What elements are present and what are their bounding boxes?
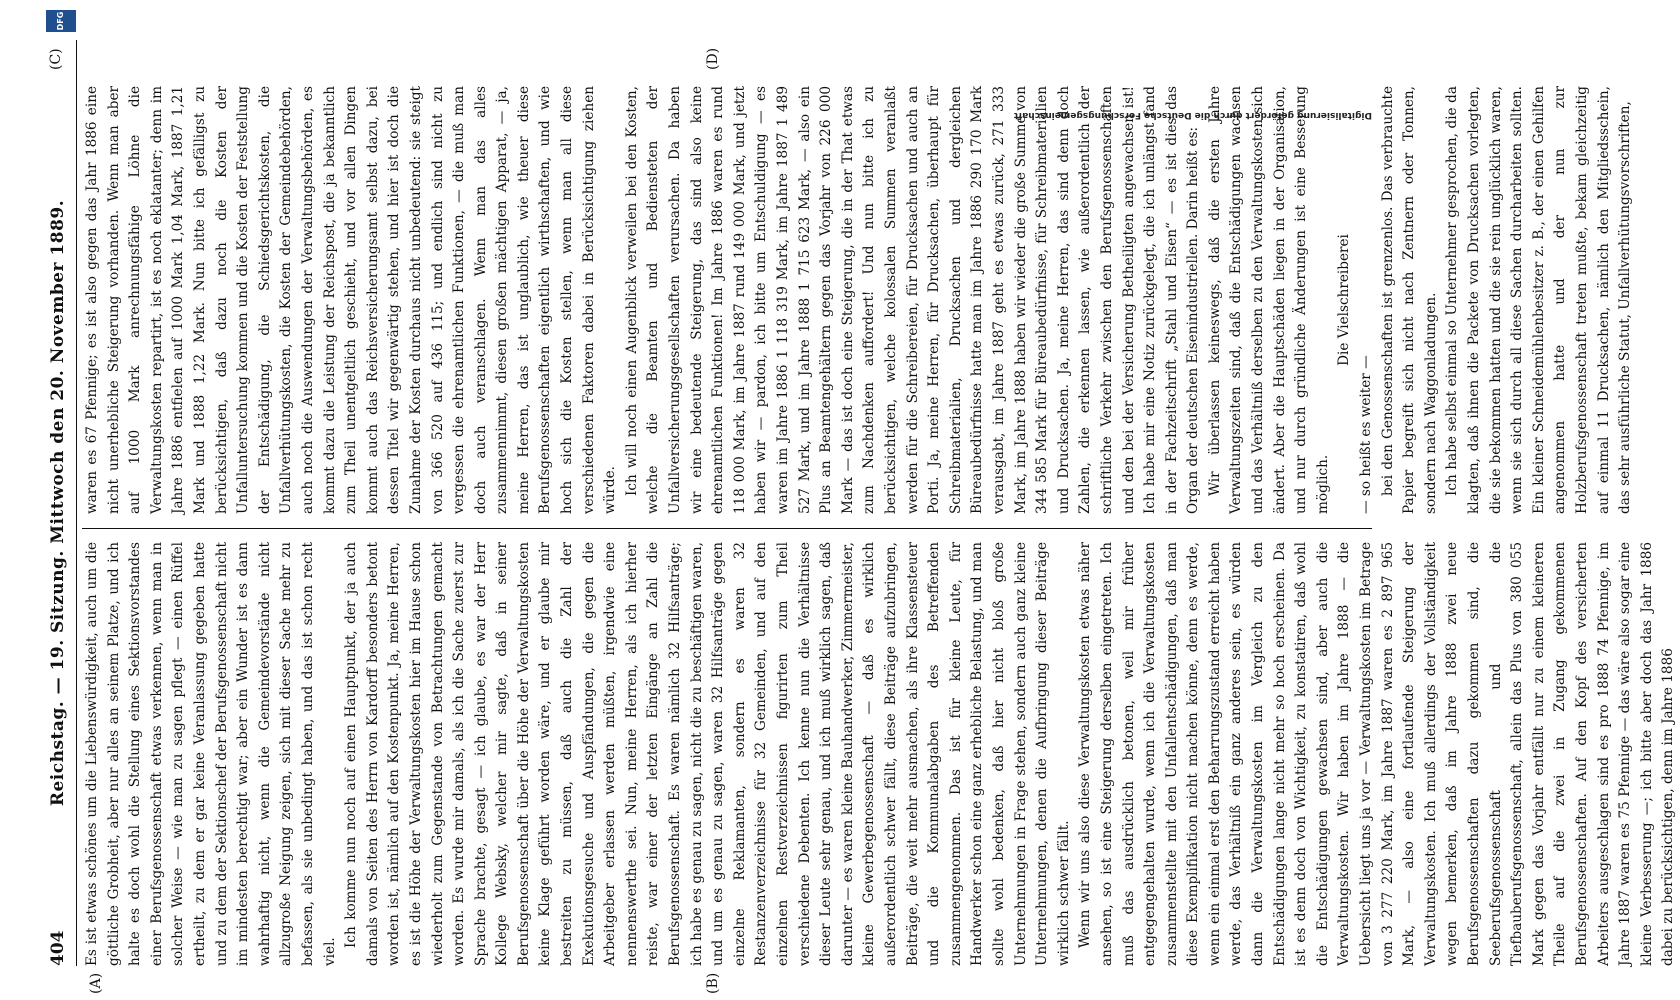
header-rule: [76, 40, 77, 966]
quote-paragraph: bei den Genossenschaften ist grenzenlos. Das verbrauchte Papier begreift sich nicht nach Zentnern oder Tonnen, sondern nach Waggonladungen.: [1379, 86, 1439, 514]
column-divider: [82, 528, 1372, 529]
margin-mark-a: (A): [88, 972, 104, 994]
dfg-logo: DFG: [46, 10, 76, 32]
paragraph: Wenn wir uns also diese Verwaltungskosten etwas näher ansehen, so ist eine Steigerung derselben eingetreten. Ich muß das ausdrücklich betonen, weil mir früher entgegengehalten wurde, wenn ich die Verwaltungskosten zusammenstellte mit den Unfallentschädigungen, daß man diese Exemplifikation nicht machen könne, denn es werde, wenn ein einmal erst den Beharrungszustand erreicht haben werde, das Verhältniß ein ganz anderes sein, es würden dann die Verwaltungskosten im Vergleich zu den Entschädigungen lange nicht mehr so hoch erscheinen. Da ist es denn doch von Wichtigkeit, zu konstatiren, daß wohl die Entschädigungen gewachsen sind, aber auch die Verwaltungskosten. Wir haben im Jahre 1888 — die Uebersicht liegt uns ja vor — Verwaltungskosten im Betrage von 3 277 220 Mark, im Jahre 1887 waren es 2 897 965 Mark, — also eine fortlaufende Steigerung der Verwaltungskosten. Ich muß allerdings der Vollständigkeit wegen bemerken, daß im Jahre 1888 zwei neue Berufsgenossenschaften dazu gekommen sind, die Seeberufsgenossenschaft und die Tiefbauberufsgenossenschaft, allein das Plus von 380 055 Mark gegen das Vorjahr entfällt nur zu einem kleineren Theile auf die zwei in Zugang gekommenen Berufsgenossenschaften. Auf den Kopf des versicherten Arbeiters ausgeschlagen sind es pro 1888 74 Pfennige, im Jahre 1887 waren es 75 Pfennige — das wäre also sogar eine kleine Verbesserung —; ich bitte aber doch das Jahr 1886 dabei zu berücksichtigen, denn im Jahre 1886: [1077, 542, 1677, 966]
paragraph: Ich komme nun noch auf einen Hauptpunkt, der ja auch damals von Seiten des Herrn von Kardorff besonders betont worden ist, nämlich auf den Kostenpunkt. Ja, meine Herren, es ist die Höhe der Verwaltungskosten hier im Hause schon wiederholt zum Gegenstande von Betrachtungen gemacht worden. Es wurde mir damals, als ich die Sache zuerst zur Sprache brachte, gesagt — ich glaube, es war der Herr Kollege Websky, welcher mir sagte, daß in seiner Berufsgenossenschaft über die Höhe der Verwaltungskosten keine Klage geführt worden wäre, und er glaube mir bestreiten zu müssen, daß auch die Zahl der Exekutionsgesuche und Auspfändungen, die gegen die Arbeitgeber erlassen werden müßten, irgendwie eine nennenswerthe sei. Nun, meine Herren, als ich hierher reiste, war einer der letzten Eingänge an Zahl die Berufsgenossenschaft. Es waren nämlich 32 Hilfsanträge; ich habe es genau zu sagen, nicht die zu beschäftigen waren, und um es genau zu sagen, waren 32 Hilfsanträge gegen einzelne Reklamanten, sondern es waren 32 Restanzenverzeichnisse für 32 Gemeinden, und auf den einzelnen Restverzeichnissen figurirten zum Theil verschiedene Debenten. Ich kenne nun die Verhältnisse dieser Leute sehr genau, und ich muß wirklich sagen, daß darunter — es waren kleine Bauhandwerker, Zimmermeister, kleine Gewerbegenossenschaft — daß es wirklich außerordentlich schwer fällt, diese Beiträge aufzubringen, Beiträge, die weit mehr ausmachen, als ihre Klassensteuer und die Kommunalabgaben des Betreffenden zusammengenommen. Das ist für kleine Leute, für Handwerker schon eine ganz erhebliche Belastung, und man sollte wohl bedenken, daß hier nicht bloß große Unternehmungen in Frage stehen, sondern auch ganz kleine Unternehmungen, denen die Aufbringung dieser Beiträge wirklich schwer fällt.: [343, 542, 1072, 966]
quote-paragraph: Wir überlassen keineswegs, daß die ersten Jahre Verwaltungszeiten sind, daß die Entschädigungen wachsen und das Verhältniß derselben zu den Verwaltungskosten sich ändert. Aber die Hauptschäden liegen in der Organisation, und nur durch gründliche Änderungen ist eine Besserung möglich.: [1206, 86, 1331, 514]
paragraph: — so heißt es weiter —: [1358, 355, 1375, 514]
paragraph: Ich habe selbst einmal so Unternehmer gesprochen, die da klagten, daß ihnen die Packete von Drucksachen vorlegten, die sie bekommen hatten und die sie rein unglücklich waren, wenn sie sich durch all diese Sachen durcharbeiten sollten. Ein kleiner Schneidemühlenbesitzer z. B., der einen Gehilfen angenommen hatte und der nun zur Holzberufsgenossenschaft treten mußte, bekam gleichzeitig auf einmal 11 Drucksachen, nämlich den Mitgliedsschein, das sehr ausführliche Statut, Unfallverhütungsvorschriften,: [1444, 86, 1634, 514]
paragraph: Es ist etwas schönes um die Liebenswürdigkeit, auch um die göttliche Grobheit, aber nur alles an seinem Platze, und ich halte es doch wohl die Stellung eines Sektionsvorstandes einer Berufsgenossenschaft etwas verkennen, wenn man in solcher Weise — wie man zu sagen pflegt — einen Rüffel ertheilt, zu dem er gar keine Veranlassung gegeben hatte und zu dem der Sektionschef der Berufsgenossenschaft nicht im mindesten berechtigt war; aber ein Wunder ist es dann wahrhaftig nicht, wenn die Gemeindevorstände nicht allzugroße Neigung zeigen, sich mit dieser Sache mehr zu befassen, als sie unbedingt haben, und das ist schon recht viel.: [84, 542, 338, 966]
right-column: [82, 86, 1634, 514]
paragraph: Ich will noch einen Augenblick verweilen bei den Kosten, welche die Beamten und Bediensteten der Unfallversicherungsgesellschaften verursachen. Da haben wir eine bedeutende Steigerung, das sind also keine ehrenamtlichen Funktionen! Im Jahre 1886 waren es rund 118 000 Mark, im Jahre 1887 rund 149 000 Mark, und jetzt haben wir — pardon, ich bitte um Entschuldigung — es waren im Jahre 1886 1 118 319 Mark, im Jahre 1887 1 489 527 Mark, und im Jahre 1888 1 715 623 Mark, — also ein Plus an Beamtengehältern gegen das Vorjahr von 226 000 Mark — das ist doch eine Steigerung, die in der That etwas zum Nachdenken auffordert! Und nun bitte ich zu berücksichtigen, welche kolossalen Summen veranlaßt werden für die Schreibereien, für Drucksachen und auch an Porti. Ja, meine Herren, für Drucksachen, überhaupt für Schreibmaterialien, Drucksachen und dergleichen Büreaubedürfnisse hatte man im Jahre 1886 290 170 Mark verausgabt, im Jahre 1887 geht es etwas zurück, 271 333 Mark, im Jahre 1888 haben wir wieder die große Summe von 344 585 Mark für Büreaubedürfnisse, für Schreibmaterialien und Drucksachen. Ja, meine Herren, das sind denn doch Zahlen, die erkennen lassen, wie außerordentlich der schriftliche Verkehr zwischen den Berufsgenossenschaften und den bei der Versicherung Betheiligten angewachsen ist! Ich habe mir eine Notiz zurückgelegt, die ich unlängst fand in der Fachzeitschrift „Stahl und Eisen“ — es ist dies das Organ der deutschen Eisenindustriellen. Darin heißt es:: [623, 86, 1202, 514]
paragraph: waren es 67 Pfennige; es ist also gegen das Jahr 1886 eine nicht unerhebliche Steigerung vorhanden. Wenn man aber auf 1000 Mark anrechnungsfähige Löhne die Verwaltungskosten repartirt, ist es noch eklatanter; denn im Jahre 1886 entfielen auf 1000 Mark 1,04 Mark, 1887 1,21 Mark und 1888 1,22 Mark. Nun bitte ich gefälligst zu berücksichtigen, daß dazu noch die Kosten der Unfalluntersuchung kommen und die Kosten der Feststellung der Entschädigung, die Schiedsgerichtskosten, die Unfallverhütungskosten, die Kosten der Gemeindebehörden, auch noch die Auswendungen der Verwaltungsbehörden, es kommt dazu die Leistung der Reichspost, die ja bekanntlich zum Theil unentgeltlich geschieht, und vor allen Dingen kommt auch das Reichsversicherungsamt selbst dazu, bei dessen Titel wir gegenwärtig stehen, und hier ist doch die Zunahme der Kosten durchaus nicht unbedeutend: sie steigt von 366 520 auf 436 115; und endlich sind nicht zu vergessen die ehrenamtlichen Funktionen, — die muß man doch auch veranschlagen. Wenn man das alles zusammennimmt, diesen großen mächtigen Apparat, — ja, meine Herren, das ist unglaublich, wie theuer diese Berufsgenossenschaften eigentlich wirthschaften, und wie hoch sich die Kosten stellen, wenn man all diese verschiedenen Faktoren dabei in Berücksichtigung ziehen würde.: [84, 86, 619, 514]
running-title: Reichstag. — 19. Sitzung. Mittwoch den 20. November 1889.: [48, 199, 68, 807]
page-number: 404: [48, 930, 68, 966]
page-header: [44, 40, 74, 966]
quote-heading: Die Vielschreiberei: [1336, 234, 1353, 366]
margin-mark-c: (C): [48, 48, 64, 70]
margin-mark-d: (D): [705, 47, 721, 70]
margin-mark-b: (B): [705, 972, 721, 994]
digitization-credit: Digitalisierung gefördert durch die Deutsche Forschungsgemeinschaft: [1013, 110, 1372, 120]
left-column: [82, 542, 1677, 966]
